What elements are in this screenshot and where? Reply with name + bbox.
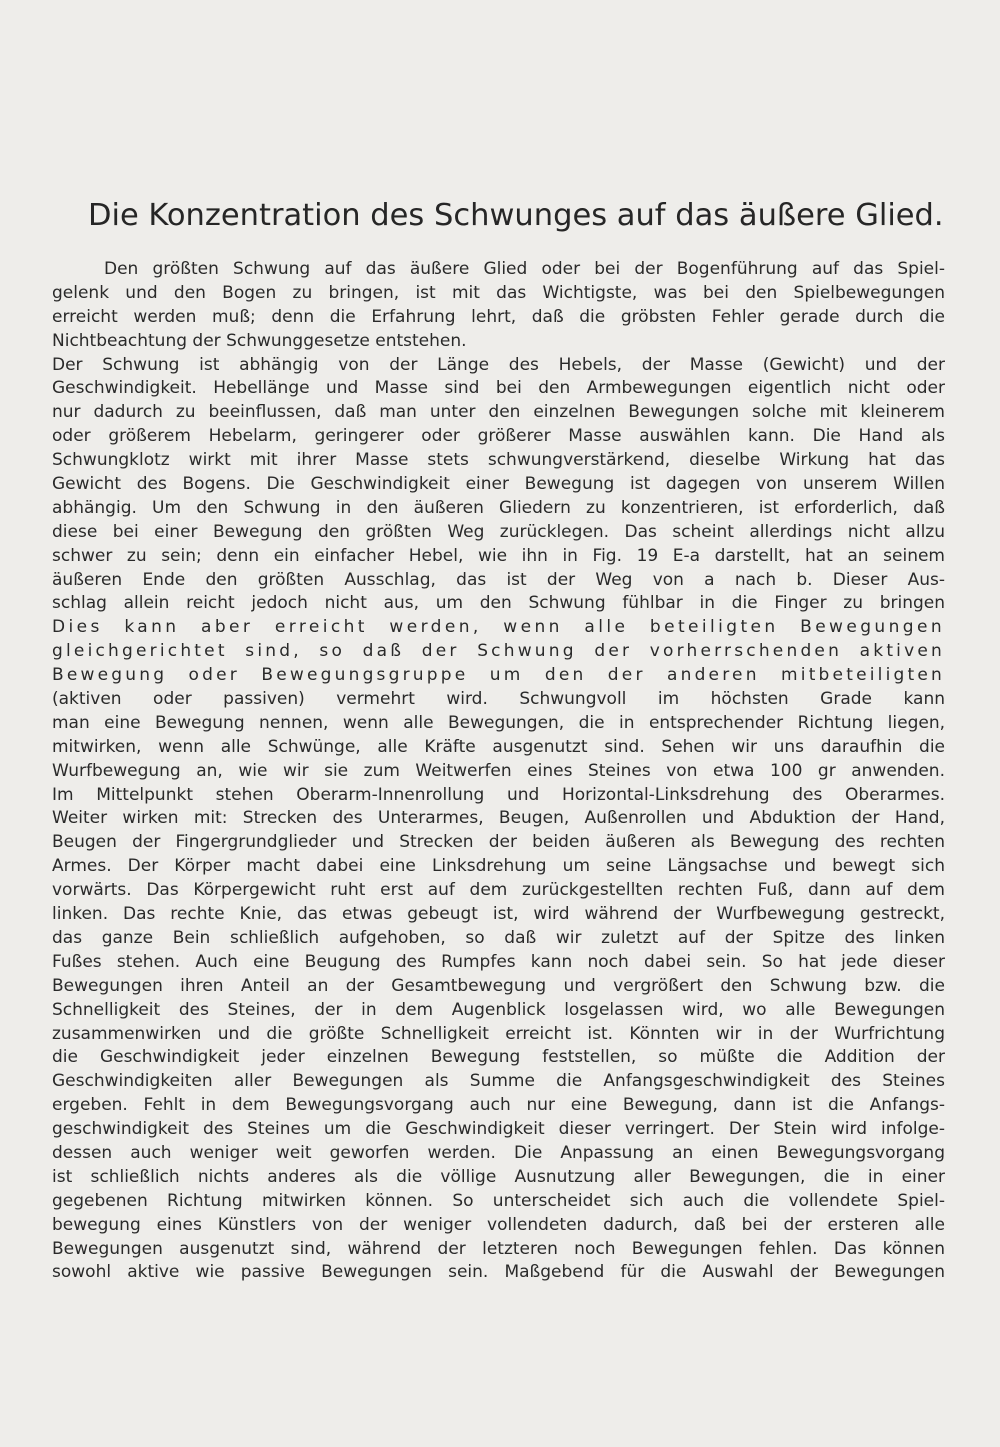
text-line: zusammenwirken und die größte Schnelligkeit erreicht ist. Könnten wir in der Wurfrichtung: [52, 1023, 945, 1044]
section-title: Die Konzentration des Schwunges auf das äußere Glied.: [88, 198, 944, 233]
text-line-emphasized: gleichgerichtet sind, so daß der Schwung der vorherrschenden aktiven: [52, 641, 945, 662]
text-line: sowohl aktive wie passive Bewegungen sein. Maßgebend für die Auswahl der Bewegungen: [52, 1262, 945, 1283]
text-line: Den größten Schwung auf das äußere Glied oder bei der Bogenführung auf das Spiel-: [104, 259, 945, 279]
text-line-emphasized: Dies kann aber erreicht werden, wenn alle beteiligten Bewegungen: [52, 617, 945, 638]
text-line: die Geschwindigkeit jeder einzelnen Bewegung feststellen, so müßte die Addition der: [52, 1047, 945, 1068]
text-line: Wurfbewegung an, wie wir sie zum Weitwerfen eines Steines von etwa 100 gr anwenden.: [52, 760, 945, 781]
text-line: Bewegungen ausgenutzt sind, während der letzteren noch Bewegungen fehlen. Das können: [52, 1238, 945, 1259]
text-line-emphasized: Bewegung oder Bewegungsgruppe um den der anderen mitbeteiligten: [52, 665, 945, 686]
text-line: Gewicht des Bogens. Die Geschwindigkeit einer Bewegung ist dagegen von unserem Willen: [52, 474, 945, 495]
text-line: man eine Bewegung nennen, wenn alle Bewegungen, die in entsprechender Richtung liegen,: [52, 712, 945, 733]
body-text: [52, 258, 945, 1309]
text-line: Fußes stehen. Auch eine Beugung des Rumpfes kann noch dabei sein. So hat jede dieser: [52, 951, 945, 972]
text-line: Schnelligkeit des Steines, der in dem Augenblick losgelassen wird, wo alle Bewegungen: [52, 999, 945, 1020]
text-line: Der Schwung ist abhängig von der Länge des Hebels, der Masse (Gewicht) und der: [52, 354, 945, 375]
text-line: nur dadurch zu beeinflussen, daß man unter den einzelnen Bewegungen solche mit kleinerem: [52, 402, 945, 423]
text-line: gelenk und den Bogen zu bringen, ist mit das Wichtigste, was bei den Spielbewegungen: [52, 282, 945, 303]
text-line: Im Mittelpunkt stehen Oberarm-Innenrollung und Horizontal-Linksdrehung des Oberarmes.: [52, 784, 945, 805]
text-line: Nichtbeachtung der Schwunggesetze entstehen.: [52, 330, 467, 351]
text-line: schwer zu sein; denn ein einfacher Hebel, wie ihn in Fig. 19 E-a darstellt, hat an seinem: [52, 545, 945, 566]
text-line: Armes. Der Körper macht dabei eine Linksdrehung um seine Längsachse und bewegt sich: [52, 856, 945, 877]
text-line: Geschwindigkeit. Hebellänge und Masse sind bei den Armbewegungen eigentlich nicht oder: [52, 378, 945, 399]
text-line: diese bei einer Bewegung den größten Weg zurücklegen. Das scheint allerdings nicht allzu: [52, 521, 945, 542]
text-line: ist schließlich nichts anderes als die völlige Ausnutzung aller Bewegungen, die in einer: [52, 1166, 945, 1187]
text-line: Bewegungen ihren Anteil an der Gesamtbewegung und vergrößert den Schwung bzw. die: [52, 975, 945, 996]
text-line: Beugen der Fingergrundglieder und Strecken der beiden äußeren als Bewegung des rechten: [52, 832, 945, 853]
text-line: mitwirken, wenn alle Schwünge, alle Kräfte ausgenutzt sind. Sehen wir uns daraufhin die: [52, 736, 945, 757]
text-line: schlag allein reicht jedoch nicht aus, um den Schwung fühlbar in die Finger zu bringen: [52, 593, 945, 614]
text-line: Geschwindigkeiten aller Bewegungen als Summe die Anfangsgeschwindigkeit des Steines: [52, 1071, 945, 1092]
text-line: geschwindigkeit des Steines um die Geschwindigkeit dieser verringert. Der Stein wird infolge-: [52, 1119, 945, 1140]
text-line: linken. Das rechte Knie, das etwas gebeugt ist, wird während der Wurfbewegung gestreckt,: [52, 904, 945, 925]
text-line: Weiter wirken mit: Strecken des Unterarmes, Beugen, Außenrollen und Abduktion der Hand,: [52, 808, 945, 829]
text-line: bewegung eines Künstlers von der weniger vollendeten dadurch, daß bei der ersteren alle: [52, 1214, 945, 1235]
text-line: (aktiven oder passiven) vermehrt wird. Schwungvoll im höchsten Grade kann: [52, 689, 945, 710]
text-line: äußeren Ende den größten Ausschlag, das ist der Weg von a nach b. Dieser Aus-: [52, 569, 945, 590]
text-line: oder größerem Hebelarm, geringerer oder größerer Masse auswählen kann. Die Hand als: [52, 426, 945, 447]
text-line: vorwärts. Das Körpergewicht ruht erst auf dem zurückgestellten rechten Fuß, dann auf dem: [52, 880, 945, 901]
text-line: das ganze Bein schließlich aufgehoben, so daß wir zuletzt auf der Spitze des linken: [52, 927, 945, 948]
text-line: erreicht werden muß; denn die Erfahrung lehrt, daß die gröbsten Fehler gerade durch die: [52, 306, 945, 327]
text-line: dessen auch weniger weit geworfen werden. Die Anpassung an einen Bewegungsvorgang: [52, 1142, 945, 1163]
text-line: Schwungklotz wirkt mit ihrer Masse stets schwungverstärkend, dieselbe Wirkung hat das: [52, 450, 945, 471]
text-line: ergeben. Fehlt in dem Bewegungsvorgang auch nur eine Bewegung, dann ist die Anfangs-: [52, 1095, 945, 1116]
text-line: abhängig. Um den Schwung in den äußeren Gliedern zu konzentrieren, ist erforderlich, daß: [52, 497, 945, 518]
text-line: gegebenen Richtung mitwirken können. So unterscheidet sich auch die vollendete Spiel-: [52, 1190, 945, 1211]
text-line: [52, 1285, 945, 1309]
